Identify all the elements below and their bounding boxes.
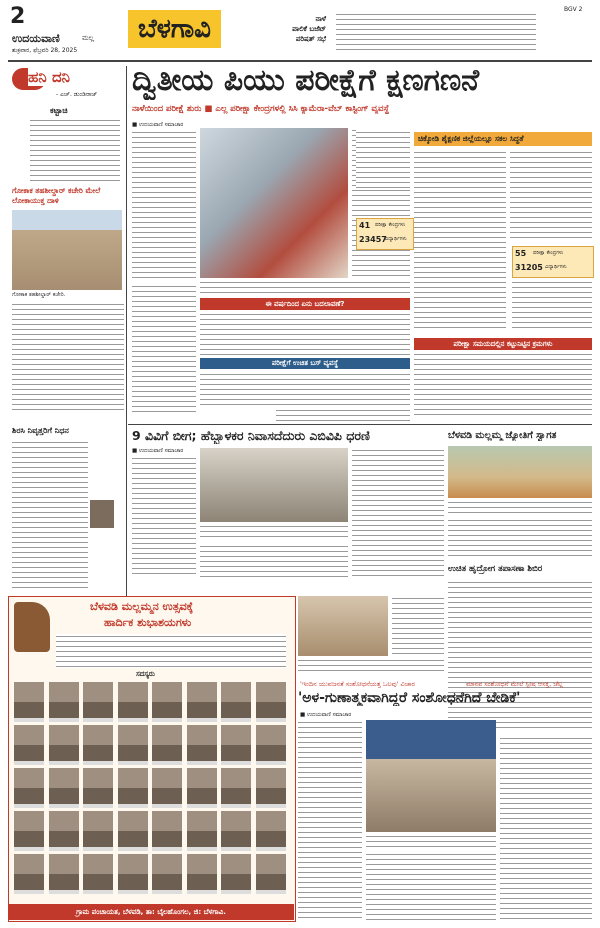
- cctv-room-photo: [200, 128, 348, 278]
- member-photo: [187, 768, 217, 808]
- jyoti-text: [448, 518, 592, 558]
- stat-value: 23457: [359, 235, 387, 244]
- member-photo-grid: [14, 682, 290, 900]
- member-photo: [152, 811, 182, 851]
- chikkodi-headline: ಚಿಕ್ಕೋಡಿ ಶೈಕ್ಷಣಿಕ ಜಿಲ್ಲೆಯಲ್ಲೂ ಸಕಲ ಸಿದ್ಧತೆ: [418, 134, 524, 143]
- research-kicker: 'ಇಂದಿನ ಯುವಜನತೆ ಸಂಶೋಧನೆಯತ್ತ ಒಲವು' ವಿಚಾರ: [300, 680, 415, 688]
- honey-column-title: ಹನಿ ದನಿ: [28, 68, 70, 86]
- member-photo: [118, 811, 148, 851]
- heart-camp-headline: ಉಚಿತ ಹೃದ್ರೋಗ ತಪಾಸಣಾ ಶಿಬಿರ: [448, 564, 543, 574]
- member-photo: [221, 811, 251, 851]
- stat-label: ವಿದ್ಯಾರ್ಥಿಗಳು: [545, 264, 567, 270]
- member-photo: [256, 725, 286, 765]
- member-photo: [14, 725, 44, 765]
- lokayukta-headline: ಗೋಕಾಕ ತಹಶೀಲ್ದಾರ್ ಕಚೇರಿ ಮೇಲೆ ಲೋಕಾಯುಕ್ತ ದಾಳಿ: [12, 186, 101, 205]
- member-photo: [221, 854, 251, 894]
- notice-text: [414, 352, 592, 416]
- protest-headline: 9 ವಿವಿಗೆ ಬೀಗ; ಹೆಬ್ಬಾಳಕರ ನಿವಾಸದೆದುರು ಎಬಿವಿಪಿ ಧರಣಿ: [132, 428, 370, 443]
- member-photo: [83, 725, 113, 765]
- jyoti-caption: [448, 500, 592, 514]
- left-col-rule: [126, 66, 127, 596]
- poem-text: [30, 118, 120, 184]
- callout-text: [200, 312, 410, 356]
- stat-label: ವಿದ್ಯಾರ್ಥಿಗಳು: [385, 236, 407, 242]
- page-corner: BGV 2: [564, 6, 583, 13]
- chikkodi-stat-box: [512, 246, 594, 278]
- lead-text-col1: [132, 130, 196, 280]
- chikkodi-text: [414, 150, 506, 330]
- member-photo: [14, 854, 44, 894]
- office-photo-caption: ಗೋಕಾಕ ತಹಶೀಲ್ದಾರ್ ಕಚೇರಿ.: [12, 292, 66, 298]
- obit-headline: ಶಿರಸಿ ನಿವೃತ್ತರಿಗೆ ನಿಧನ: [12, 426, 69, 435]
- member-photo: [83, 811, 113, 851]
- promo-box: [268, 14, 326, 44]
- lead-headline: ದ್ವಿತೀಯ ಪಿಯು ಪರೀಕ್ಷೆಗೆ ಕ್ಷಣಗಣನೆ: [132, 63, 480, 98]
- stat-label: ಪರೀಕ್ಷಾ ಕೇಂದ್ರಗಳು: [533, 250, 564, 256]
- promo-line: ನಾಳೆ: [315, 15, 326, 23]
- member-photo: [49, 811, 79, 851]
- lead-subhead: ನಾಳೆಯಿಂದ ಪರೀಕ್ಷೆ ಶುರು ■ ಎಲ್ಲ ಪರೀಕ್ಷಾ ಕೇಂದ್ರಗಳಲ್ಲಿ ಸಿಸಿ ಕ್ಯಾಮೆರಾ-ವೆಬ್ ಕಾಸ್ಟಿಂಗ್ ವ್ಯವಸ್ಥೆ: [132, 104, 390, 114]
- callout-title: ಈ ವರ್ಷದಿಂದ ಏನು ಬದಲಾವಣೆ?: [200, 298, 410, 310]
- edition-tag: ಮಲ್ಲ: [82, 34, 95, 42]
- stat-value: 31205: [515, 263, 543, 272]
- member-photo: [221, 682, 251, 722]
- member-photo: [118, 725, 148, 765]
- notice-head: ಪರೀಕ್ಷಾ ಸಮಯದಲ್ಲಿನ ಕಟ್ಟುನಿಟ್ಟಿನ ಕ್ರಮಗಳು: [414, 338, 592, 350]
- member-photo: [83, 768, 113, 808]
- lead-text-col4: [276, 408, 410, 424]
- member-photo: [152, 768, 182, 808]
- advert-horse-icon: [14, 602, 50, 652]
- lead-stat-box: [356, 218, 414, 250]
- member-photo: [152, 854, 182, 894]
- member-photo: [152, 725, 182, 765]
- member-photo: [49, 682, 79, 722]
- member-photo: [221, 725, 251, 765]
- member-photo: [83, 854, 113, 894]
- member-photo: [256, 682, 286, 722]
- protest-text-col3: [200, 544, 348, 578]
- jyoti-photo: [448, 446, 592, 498]
- section-rule: [128, 424, 592, 425]
- member-photo: [256, 854, 286, 894]
- research-caption: [366, 834, 496, 848]
- research-text-col2: [366, 852, 496, 920]
- stat-value: 55: [515, 249, 527, 258]
- advert-title2: ಹಾರ್ದಿಕ ಶುಭಾಶಯಗಳು: [104, 616, 192, 629]
- bus-box-title: ಪರೀಕ್ಷೆಗೆ ಉಚಿತ ಬಸ್ ವ್ಯವಸ್ಥೆ: [200, 358, 410, 369]
- advert-title: ಬೆಳವಡಿ ಮಲ್ಲಮ್ಮನ ಉತ್ಸವಕ್ಕೆ: [90, 600, 194, 613]
- protest-caption: [200, 524, 348, 540]
- heart-camp-text: [448, 580, 592, 730]
- research-photo: [366, 720, 496, 832]
- lead-byline: ■ ಉದಯವಾಣಿ ಸಮಾಚಾರ: [132, 122, 184, 128]
- member-photo: [187, 725, 217, 765]
- dateline: ಶುಕ್ರವಾರ, ಫೆಬ್ರವರಿ 28, 2025: [12, 47, 78, 54]
- promo-line: ಪರಿಷತ್ ಸಭೆ: [295, 35, 326, 43]
- member-photo: [152, 682, 182, 722]
- office-photo: [12, 210, 122, 290]
- member-photo: [49, 768, 79, 808]
- member-photo: [83, 682, 113, 722]
- poem-title: ಕಟ್ಟಾಚಿ: [50, 106, 68, 115]
- research-text-col3: [500, 736, 592, 920]
- lokayukta-text: [12, 302, 124, 414]
- bus-box-text: [200, 372, 410, 406]
- lead-text-col3: [132, 284, 196, 414]
- promo-line: ಪಾಲಿಕೆ ಬಜೆಟ್: [292, 25, 326, 33]
- member-photo: [14, 768, 44, 808]
- obit-text: [12, 440, 88, 590]
- research-headline: 'ಅಳ-ಗುಣಾತ್ಮಕವಾಗಿದ್ದರೆ ಸಂಶೋಧನೆಗಿದೆ ಬೇಡಿಕೆ': [298, 690, 521, 706]
- photo-caption: [200, 280, 410, 296]
- stat-value: 41: [359, 221, 371, 230]
- inset-caption: [298, 658, 444, 674]
- protest-photo: [200, 448, 348, 522]
- advert-text: [56, 634, 286, 668]
- chikkodi-text2: [512, 280, 592, 330]
- page-number: 2: [10, 4, 26, 29]
- research-kicker2: ಮಾನವ ಸಂಶೋಧನೆ ಮೇಲೆ ಸ್ಪೀಷ ಆಸಕ್ತಿ, ಚೆಲ್ಲ: [466, 680, 563, 688]
- office-inset-photo: [298, 596, 388, 656]
- member-photo: [118, 682, 148, 722]
- advert-footer: ಗ್ರಾಮ ಪಂಚಾಯತ, ಬೆಳವಡಿ, ತಾ: ಬೈಲಹೊಂಗಲ, ಜಿ: ಬೆಳಗಾವಿ.: [8, 904, 294, 920]
- city-title: ಬೆಳಗಾವಿ: [128, 10, 221, 48]
- member-photo: [49, 854, 79, 894]
- member-photo: [14, 811, 44, 851]
- stat-label: ಪರೀಕ್ಷಾ ಕೇಂದ್ರಗಳು: [375, 222, 406, 228]
- obit-photo: [90, 500, 114, 528]
- member-photo: [256, 768, 286, 808]
- jyoti-headline: ಬೆಳವಡಿ ಮಲ್ಲಮ್ಮ ಜ್ಯೋತಿಗೆ ಸ್ವಾಗತ: [448, 430, 557, 441]
- member-photo: [187, 682, 217, 722]
- column-byline: - ಎಚ್. ಡುಂಡಿರಾಜ್: [56, 91, 98, 98]
- masthead-brief: [336, 12, 536, 52]
- member-photo: [187, 811, 217, 851]
- member-photo: [187, 854, 217, 894]
- paper-name: ಉದಯವಾಣಿ: [12, 32, 60, 45]
- advert-members-label: ಸದಸ್ಯರು: [136, 670, 155, 678]
- member-photo: [14, 682, 44, 722]
- protest-text-col2: [352, 448, 444, 578]
- protest-text-col1: [132, 456, 196, 576]
- protest-byline: ■ ಉದಯವಾಣಿ ಸಮಾಚಾರ: [132, 448, 184, 454]
- member-photo: [221, 768, 251, 808]
- research-text-col1: [298, 720, 362, 920]
- inset-text: [392, 596, 444, 656]
- member-photo: [118, 768, 148, 808]
- member-photo: [118, 854, 148, 894]
- chikkodi-side-text: [510, 150, 592, 240]
- research-byline: ■ ಉದಯವಾಣಿ ಸಮಾಚಾರ: [300, 712, 352, 718]
- lead-sidebar-box: [356, 130, 410, 190]
- member-photo: [49, 725, 79, 765]
- member-photo: [256, 811, 286, 851]
